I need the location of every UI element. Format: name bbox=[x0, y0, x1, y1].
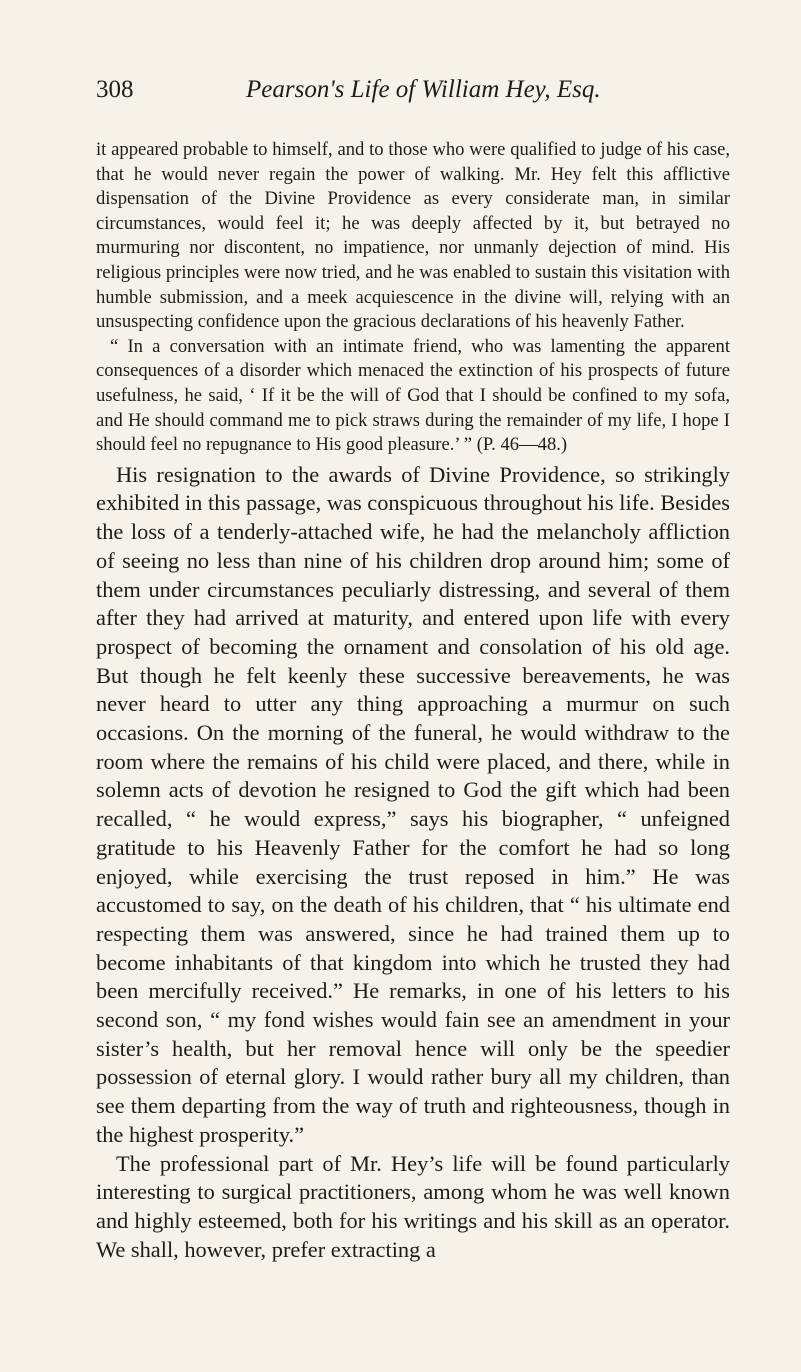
paragraph-quoted-conversation: “ In a conversation with an intimate friend, who was lamenting the apparent consequences of a disorder which menaced the extinction of his prospects of future usefulness, he said, ‘ If it be the will of God that I should be confined to my sofa, and He should command me to pick straws during the remainder of my life, I hope I should feel no repugnance to His good pleasure.’ ” (P. 46—48.) bbox=[96, 335, 730, 456]
page-body bbox=[96, 138, 730, 1264]
paragraph-resignation: His resignation to the awards of Divine Providence, so strikingly exhibited in this passage, was conspicuous throughout his life. Besides the loss of a tenderly-attached wife, he had the melancholy affliction of seeing no less than nine of his children drop around him; some of them under circumstances peculiarly distressing, and several of them after they had arrived at maturity, and entered upon life with every prospect of becoming the ornament and consolation of his old age. But though he felt keenly these successive bereavements, he was never heard to utter any thing approaching a murmur on such occasions. On the morning of the funeral, he would withdraw to the room where the remains of his child were placed, and there, while in solemn acts of devotion he resigned to God the gift which had been recalled, “ he would express,” says his biographer, “ unfeigned gratitude to his Heavenly Father for the comfort he had so long enjoyed, while exercising the trust reposed in him.” He was accustomed to say, on the death of his children, that “ his ultimate end respecting them was answered, since he had trained them up to become inhabitants of that kingdom into which he trusted they had been mercifully received.” He remarks, in one of his letters to his second son, “ my fond wishes would fain see an amendment in your sister’s health, but her removal hence will only be the speedier possession of eternal glory. I would rather bury all my children, than see them departing from the way of truth and righteousness, though in the highest prosperity.” bbox=[96, 461, 730, 1147]
page-number: 308 bbox=[96, 76, 134, 103]
paragraph-quoted-narrative: it appeared probable to himself, and to those who were qualified to judge of his case, that he would never regain the power of walking. Mr. Hey felt this afflictive dispensation of the Divine Providence as every considerate man, in similar circumstances, would feel it; he was deeply affected by it, but betrayed no murmuring nor discontent, no impatience, nor unmanly dejection of mind. His religious principles were now tried, and he was enabled to sustain this visitation with humble submission, and a meek acquiescence in the divine will, relying with an unsuspecting confidence upon the gracious declarations of his heavenly Father. bbox=[96, 139, 730, 333]
page-header bbox=[96, 72, 730, 108]
paragraph-professional: The professional part of Mr. Hey’s life will be found particularly interesting to surgical practitioners, among whom he was well known and highly esteemed, both for his writings and his skill as an operator. We shall, however, prefer extracting a bbox=[96, 1150, 730, 1262]
running-title: Pearson's Life of William Hey, Esq. bbox=[246, 76, 601, 103]
